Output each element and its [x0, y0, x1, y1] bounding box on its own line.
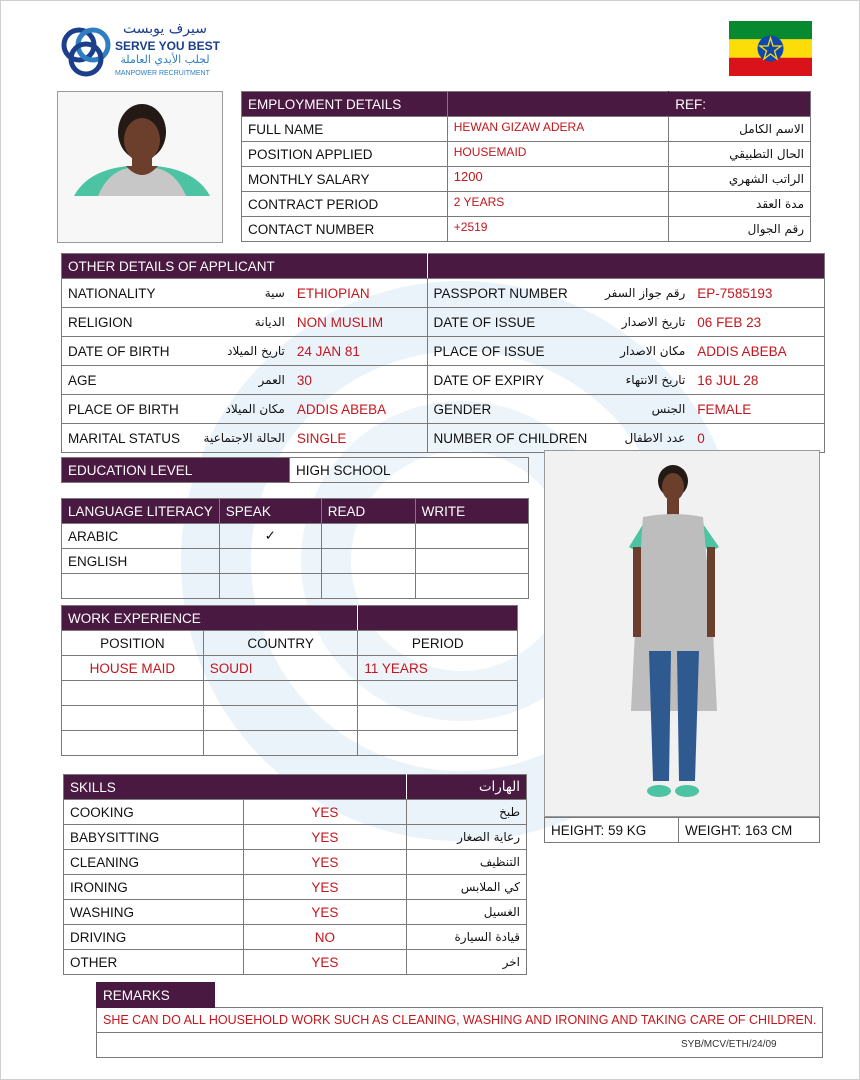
- work-experience-title: WORK EXPERIENCE: [62, 606, 358, 631]
- ref-label: REF:: [669, 92, 811, 117]
- education-value: HIGH SCHOOL: [290, 458, 529, 483]
- measurements-table: [544, 817, 820, 843]
- logo-english-name: SERVE YOU BEST: [115, 39, 220, 53]
- skills-title: SKILLS: [64, 775, 407, 800]
- employment-details-title: EMPLOYMENT DETAILS: [242, 92, 448, 117]
- company-logo: [59, 21, 229, 83]
- education-table: [61, 457, 529, 483]
- other-details-row: MARITAL STATUS الحالة الاجتماعية SINGLE NUMBER OF CHILDREN عدد الاطفال 0: [62, 424, 825, 453]
- other-details-row: NATIONALITY سية ETHIOPIAN PASSPORT NUMBER رقم جواز السفر EP-7585193: [62, 279, 825, 308]
- language-table: LANGUAGE LITERACY SPEAK READ WRITE ARABIC ✓ ENGLISH: [61, 498, 529, 599]
- employment-details-table: [241, 91, 811, 242]
- logo-knot-icon: [59, 23, 113, 81]
- applicant-full-body-photo: [544, 450, 820, 817]
- language-row: ENGLISH: [62, 549, 529, 574]
- height-value: HEIGHT: 59 KG: [545, 818, 679, 843]
- remarks-text: SHE CAN DO ALL HOUSEHOLD WORK SUCH AS CLEANING, WASHING AND IRONING AND TAKING CARE OF CHILDREN.: [97, 1008, 823, 1033]
- other-details-row: AGE العمر 30 DATE OF EXPIRY تاريخ الانتهاء 16 JUL 28: [62, 366, 825, 395]
- employment-row: POSITION APPLIED HOUSEMAID الحال التطبيقي: [242, 142, 811, 167]
- skill-row: WASHING YES الغسيل: [64, 900, 527, 925]
- employment-row: MONTHLY SALARY 1200 الراتب الشهري: [242, 167, 811, 192]
- weight-value: WEIGHT: 163 CM: [679, 818, 820, 843]
- footer-reference-code: SYB/MCV/ETH/24/09: [681, 1039, 777, 1050]
- employment-row: CONTRACT PERIOD 2 YEARS مدة العقد: [242, 192, 811, 217]
- skills-arabic-title: الهارات: [407, 775, 527, 800]
- work-row: [62, 706, 518, 731]
- logo-arabic-tagline: لجلب الأيدي العاملة: [120, 53, 210, 66]
- ethiopia-flag-icon: [729, 21, 812, 76]
- skill-row: OTHER YES اخر: [64, 950, 527, 975]
- work-row: [62, 731, 518, 756]
- skills-table: [63, 774, 527, 975]
- other-details-row: RELIGION الديانة NON MUSLIM DATE OF ISSUE تاريخ الاصدار 06 FEB 23: [62, 308, 825, 337]
- logo-arabic-name: سيرف يوبست: [123, 21, 207, 37]
- applicant-portrait-photo: [57, 91, 223, 243]
- remarks-title: REMARKS: [97, 983, 215, 1008]
- skill-row: CLEANING YES التنظيف: [64, 850, 527, 875]
- other-details-row: PLACE OF BIRTH مكان الميلاد ADDIS ABEBA GENDER الجنس FEMALE: [62, 395, 825, 424]
- skill-row: IRONING YES كي الملابس: [64, 875, 527, 900]
- language-row: [62, 574, 529, 599]
- skill-row: BABYSITTING YES رعاية الصغار: [64, 825, 527, 850]
- language-row: ARABIC ✓: [62, 524, 529, 549]
- skill-row: DRIVING NO قيادة السيارة: [64, 925, 527, 950]
- education-label: EDUCATION LEVEL: [62, 458, 290, 483]
- skill-row: COOKING YES طبخ: [64, 800, 527, 825]
- work-experience-table: WORK EXPERIENCE POSITION COUNTRY PERIOD HOUSE MAID SOUDI 11 YEARS: [61, 605, 518, 756]
- work-row: HOUSE MAID SOUDI 11 YEARS: [62, 656, 518, 681]
- other-details-row: DATE OF BIRTH تاريخ الميلاد 24 JAN 81 PLACE OF ISSUE مكان الاصدار ADDIS ABEBA: [62, 337, 825, 366]
- work-row: [62, 681, 518, 706]
- other-details-table: [61, 253, 825, 453]
- logo-english-tagline: MANPOWER RECRUITMENT: [115, 70, 210, 77]
- employment-row: CONTACT NUMBER +2519 رقم الجوال: [242, 217, 811, 242]
- employment-row: FULL NAME HEWAN GIZAW ADERA الاسم الكامل: [242, 117, 811, 142]
- other-details-title: OTHER DETAILS OF APPLICANT: [62, 254, 428, 279]
